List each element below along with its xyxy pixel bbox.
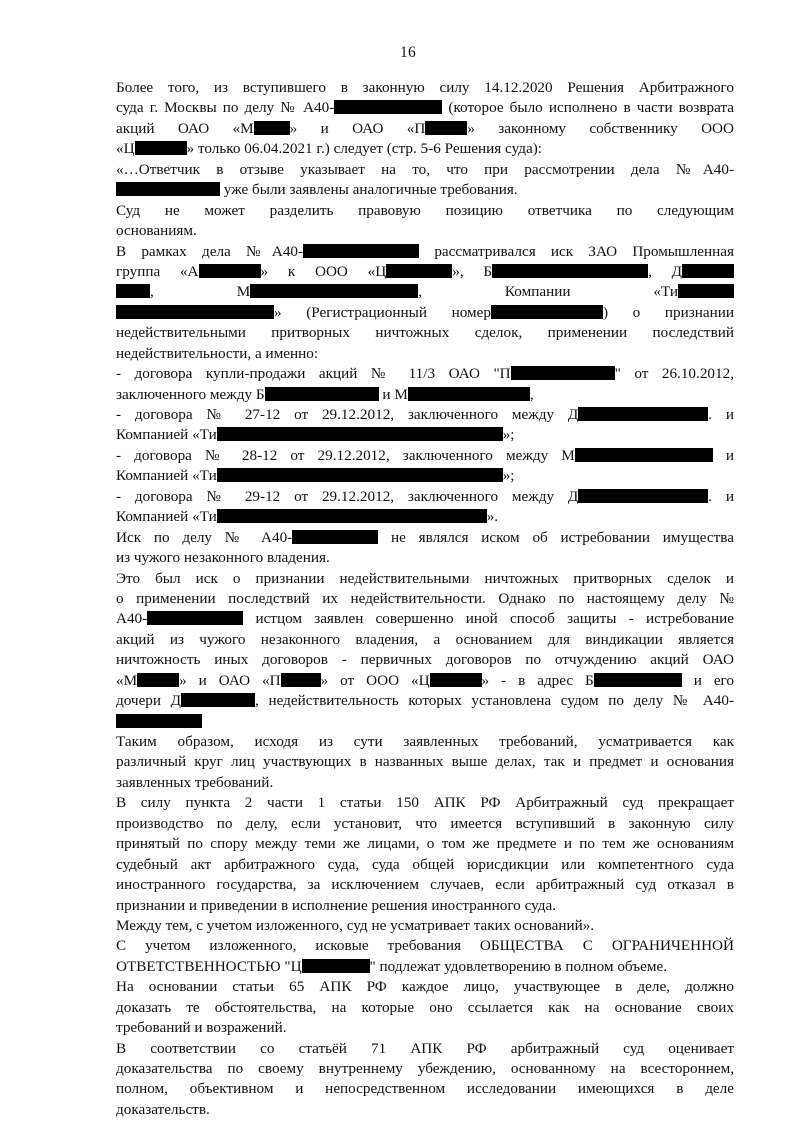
page-number: 16 [400, 44, 416, 61]
text-line: недействительности, а именно: [116, 344, 319, 362]
text-line: группа «А » к ООО «Ц », Б , Д [82, 262, 734, 282]
redaction-bar [578, 407, 708, 421]
redaction-bar [578, 489, 708, 503]
paragraph-5-contract-11-3 [82, 364, 734, 405]
text-line: требований и возражений. [116, 1019, 287, 1037]
paragraph-2-quote [82, 160, 734, 201]
paragraph-3 [82, 201, 734, 242]
redaction-bar [217, 509, 487, 523]
text-line: Между тем, с учетом изложенного, суд не усматривает таких оснований». [116, 916, 595, 934]
paragraph-7-contract-28-12 [82, 446, 734, 487]
text-line: ничтожность иных договоров - первичных договоров по отчуждению акций ОАО [116, 651, 734, 669]
text-line: На основании статьи 65 АПК РФ каждое лицо, участвующее в деле, должно [116, 978, 734, 996]
text-line: «М » и ОАО «П » от ООО «Ц » - в адрес Б и его [116, 671, 735, 689]
text-line: С учетом изложенного, исковые требования ОБЩЕСТВА С ОГРАНИЧЕННОЙ [116, 937, 734, 955]
redaction-bar [135, 141, 187, 155]
redaction-bar [116, 305, 274, 319]
text-line: - договора № 27-12 от 29.12.2012, заключенного между Д . и [116, 406, 734, 423]
text-line: иностранного государства, за исключением случаев, если арбитражный суд отказал в [116, 876, 734, 894]
text-line: доказательства по своему внутреннему убеждению, основанному на всестороннем, [116, 1060, 734, 1077]
redaction-bar [334, 100, 442, 114]
paragraph-10 [82, 569, 734, 733]
paragraph-1 [82, 78, 734, 160]
text-line: акций из чужого незаконного владения, а основанием для виндикации является [116, 630, 734, 648]
paragraph-12-apk-150 [82, 793, 734, 916]
paragraph-15-apk-65 [82, 977, 734, 1038]
redaction-bar [425, 121, 467, 135]
text-line: Более того, из вступившего в законную силу 14.12.2020 Решения Арбитражного [116, 79, 734, 96]
text-line: производство по делу, если установит, что имеется вступивший в законную силу [116, 814, 734, 832]
text-line: «Ц » только 06.04.2021 г.) следует (стр. 5-6 Решения суда): [116, 140, 542, 158]
redaction-bar [511, 366, 615, 380]
text-line: Компанией «Ти »; [116, 467, 515, 485]
text-line: - договора № 29-12 от 29.12.2012, заключенного между Д . и [116, 487, 734, 505]
text-line: Компанией «Ти »; [116, 426, 515, 444]
text-line: А40- истцом заявлен совершенно иной способ защиты - истребование [116, 610, 735, 628]
text-line [82, 712, 734, 732]
redaction-bar [116, 182, 220, 196]
paragraph-8-contract-29-12 [82, 487, 734, 528]
redaction-bar [181, 693, 255, 707]
text-line: о применении последствий их недействительности. Однако по настоящему делу № [116, 589, 734, 607]
text-line: заявленных требований. [116, 773, 274, 791]
paragraph-11 [82, 732, 734, 793]
text-line: » (Регистрационный номер ) о признании [82, 303, 734, 323]
paragraph-9 [82, 528, 734, 569]
text-line: В рамках дела №А40- рассматривался иск ЗАО Промышленная [116, 242, 735, 260]
text-line: принятый по спору между теми же лицами, о том же предмете и по тем же основаниям [116, 835, 734, 853]
text-line: доказать те обстоятельства, на которые оно ссылается как на основание своих [116, 998, 734, 1016]
redaction-bar [594, 673, 682, 687]
redaction-bar [682, 264, 734, 278]
redaction-bar [302, 959, 370, 973]
text-line: судебный акт арбитражного суда, суда общей юрисдикции или компетентного суда [116, 855, 734, 873]
document-body [82, 78, 734, 1120]
text-line: доказательств. [116, 1100, 210, 1118]
redaction-bar [250, 284, 418, 298]
paragraph-16-apk-71 [82, 1039, 734, 1121]
redaction-bar [217, 468, 503, 482]
text-line: акций ОАО «М » и ОАО «П » законному собственнику ООО [116, 119, 734, 137]
redaction-bar [408, 387, 530, 401]
text-line: из чужого незаконного владения. [116, 549, 330, 567]
redaction-bar [137, 673, 179, 687]
text-line: - договора № 28-12 от 29.12.2012, заключенного между М и [116, 446, 734, 464]
text-line: Суд не может разделить правовую позицию ответчика по следующим [116, 201, 734, 219]
text-line: Таким образом, исходя из сути заявленных требований, усматривается как [116, 733, 734, 750]
redaction-bar [147, 611, 243, 625]
text-line: «…Ответчик в отзыве указывает на то, что при рассмотрении дела №А40- [116, 160, 734, 178]
redaction-bar [292, 530, 378, 544]
redaction-bar [491, 305, 603, 319]
text-line: Иск по делу № А40- не являлся иском об истребовании имущества [116, 528, 735, 546]
text-line: различный круг лиц участвующих в названных выше делах, так и предмет и основания [116, 753, 734, 771]
redaction-bar [116, 714, 202, 728]
paragraph-4 [82, 242, 734, 365]
text-line: Это был иск о признании недействительными ничтожных притворных сделок и [116, 569, 734, 587]
text-line: признании и приведении в исполнение решения иностранного суда. [116, 896, 557, 914]
paragraph-14-conclusion [82, 936, 734, 977]
redaction-bar [303, 244, 419, 258]
redaction-bar [430, 673, 482, 687]
text-line: заключенного между Б и М , [116, 385, 534, 403]
redaction-bar [116, 284, 150, 298]
redaction-bar [265, 387, 379, 401]
text-line: - договора купли-продажи акций № 11/3 ОАО "П " от 26.10.2012, [116, 365, 734, 383]
redaction-bar [575, 448, 713, 462]
redaction-bar [281, 673, 321, 687]
text-line: дочери Д , недействительность которых установлена судом по делу № А40- [116, 692, 734, 710]
redaction-bar [386, 264, 452, 278]
redaction-bar [217, 427, 503, 441]
text-line: полном, объективном и непосредственном исследовании имеющихся в деле [116, 1080, 734, 1098]
paragraph-13 [82, 916, 734, 936]
text-line: недействительными притворных ничтожных сделок, применении последствий [116, 324, 734, 342]
text-line: Компанией «Ти ». [116, 508, 499, 526]
redaction-bar [492, 264, 648, 278]
text-line: уже были заявлены аналогичные требования. [82, 180, 734, 200]
text-line: суда г. Москвы по делу № А40- (которое было исполнено в части возврата [116, 99, 734, 117]
text-line: основаниям. [116, 222, 197, 240]
text-line: В соответствии со статьёй 71 АПК РФ арбитражный суд оценивает [116, 1039, 734, 1057]
redaction-bar [678, 284, 734, 298]
redaction-bar [254, 121, 290, 135]
redaction-bar [199, 264, 261, 278]
text-line: ОТВЕТСТВЕННОСТЬЮ "Ц " подлежат удовлетворению в полном объеме. [116, 957, 668, 975]
text-line: В силу пункта 2 части 1 статьи 150 АПК РФ Арбитражный суд прекращает [116, 794, 734, 812]
paragraph-6-contract-27-12 [82, 405, 734, 446]
text-line: , М , Компании «Ти [82, 282, 734, 302]
